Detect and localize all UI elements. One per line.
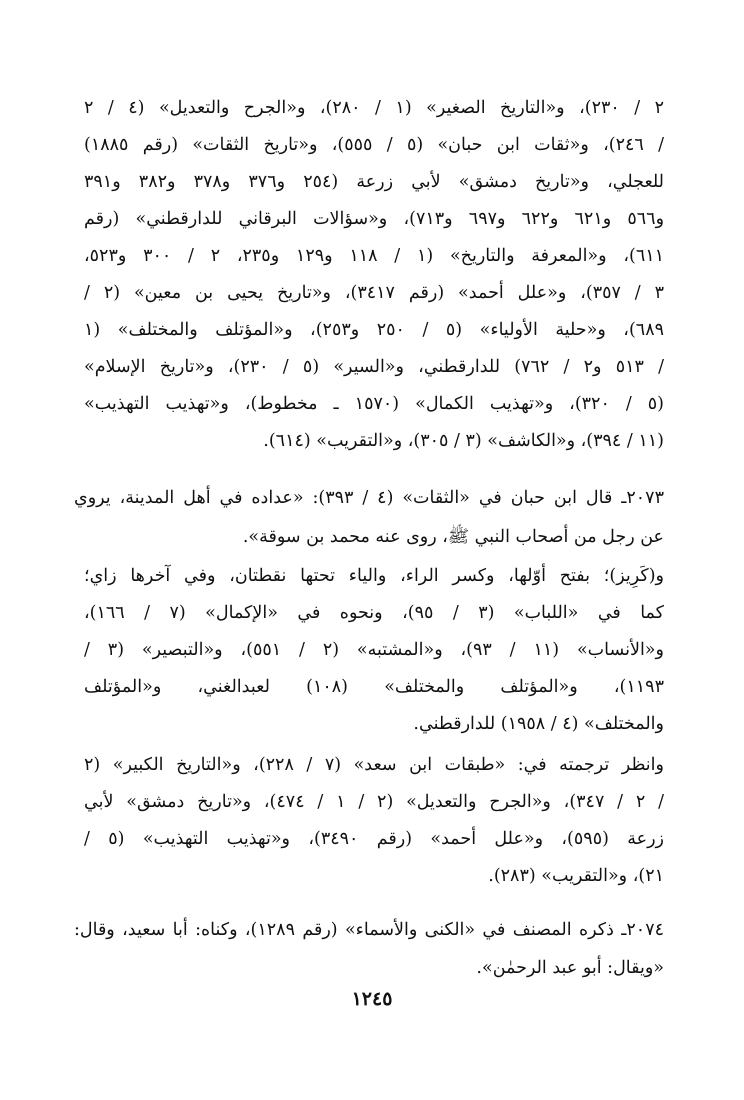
note-2074-line: ٢٠٧٤ـ ذكره المصنف في «الكنى والأسماء» (رقم ١٢٨٩)، وكناه: أبا سعيد، وقال: (74, 920, 664, 940)
text-line: (٥ / ٣٢٠)، و«تهذيب الكمال» (١٥٧٠ ـ مخطوط)، و«تهذيب التهذيب» (84, 394, 664, 414)
text-line: (١١ / ٣٩٤)، و«الكاشف» (٣ / ٣٠٥)، و«التقريب» (٦١٤). (263, 431, 664, 451)
text-line: زرعة (٥٩٥)، و«علل أحمد» (رقم ٣٤٩٠)، و«تهذيب التهذيب» (٥ / (84, 829, 664, 849)
page-number: ١٢٤٥ (351, 988, 393, 1010)
text-line: للعجلي، و«تاريخ دمشق» لأبي زرعة (٢٥٤ و٣٧٦ و٣٧٨ و٣٨٢ و٣٩١ (84, 172, 665, 192)
text-line: ١١٩٣)، و«المؤتلف والمختلف» (١٠٨) لعبدالغني، و«المؤتلف (84, 677, 664, 697)
text-line: ٦٨٩)، و«حلية الأولياء» (٥ / ٢٥٠ و٢٥٣)، و«المؤتلف والمختلف» (١ (84, 320, 664, 340)
note-2073-line: عن رجل من أصحاب النبي ﷺ، روى عنه محمد بن سوقة». (242, 527, 664, 547)
note-2074-line: «ويقال: أبو عبد الرحمٰن». (476, 958, 664, 978)
text-line: / ٥١٣ و٢ / ٧٦٢) للدارقطني، و«السير» (٥ / ٢٣٠)، و«تاريخ الإسلام» (84, 357, 664, 377)
text-line: / ٢ / ٣٤٧)، و«الجرح والتعديل» (٢ / ١ / ٤٧٤)، و«تاريخ دمشق» لأبي (84, 792, 664, 812)
note-2073-line: ٢٠٧٣ـ قال ابن حبان في «الثقات» (٤ / ٣٩٣): «عداده في أهل المدينة، يروي (74, 488, 664, 508)
text-line: / ٢٤٦)، و«ثقات ابن حبان» (٥ / ٥٥٥)، و«تاريخ الثقات» (رقم ١٨٨٥) (84, 135, 664, 155)
text-line: ٢ / ٢٣٠)، و«التاريخ الصغير» (١ / ٢٨٠)، و«الجرح والتعديل» (٤ / ٢ (84, 98, 665, 118)
text-line: كما في «اللباب» (٣ / ٩٥)، ونحوه في «الإكمال» (٧ / ١٦٦)، (84, 603, 664, 623)
text-line: و«الأنساب» (١١ / ٩٣)، و«المشتبه» (٢ / ٥٥١)، و«التبصير» (٣ / (84, 640, 664, 660)
text-line: ٣ / ٣٥٧)، و«علل أحمد» (رقم ٣٤١٧)، و«تاريخ يحيى بن معين» (٢ / (84, 283, 664, 303)
text-line: وانظر ترجمته في: «طبقات ابن سعد» (٧ / ٢٢٨)، و«التاريخ الكبير» (٢ (84, 755, 664, 775)
text-line: و(كَرِيز)؛ بفتح أوّلها، وكسر الراء، والياء تحتها نقطتان، وفي آخرها زاي؛ (84, 566, 664, 586)
text-line: ٢١)، و«التقريب» (٢٨٣). (488, 866, 664, 886)
text-line: ٦١١)، و«المعرفة والتاريخ» (١ / ١١٨ و١٢٩ و٢٣٥، ٢ / ٣٠٠ و٥٢٣، (84, 246, 665, 266)
text-line: والمختلف» (٤ / ١٩٥٨) للدارقطني. (413, 714, 664, 734)
text-line: و٥٦٦ و٦٢١ و٦٢٢ و٦٩٧ و٧١٣)، و«سؤالات البرقاني للدارقطني» (رقم (84, 209, 665, 229)
